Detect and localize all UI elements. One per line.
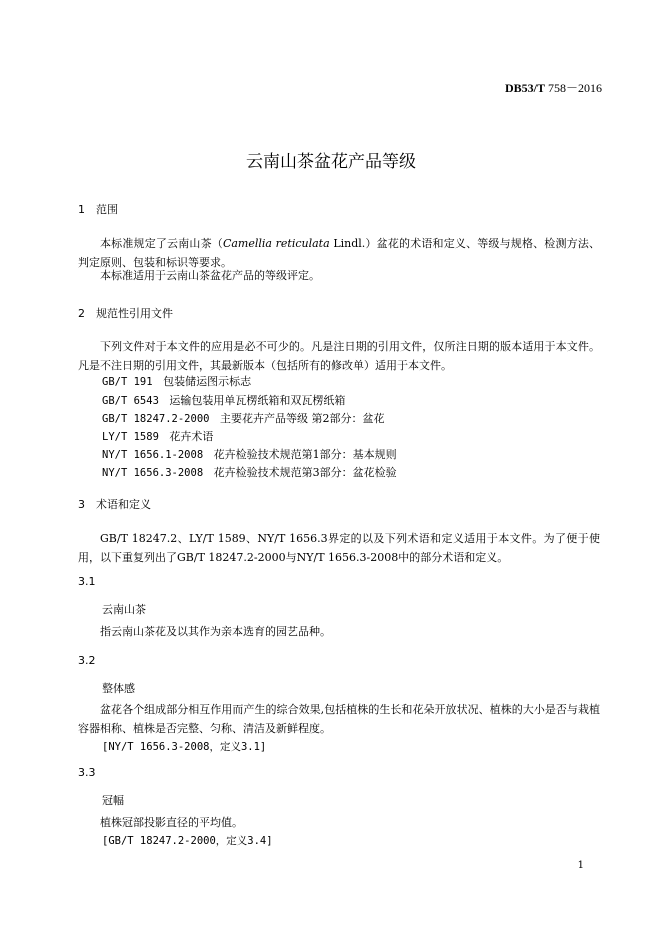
page-title: 云南山茶盆花产品等级 xyxy=(246,152,416,172)
section-1-paragraph-1: 本标准规定了云南山茶（Camellia reticulata Lindl.）盆花的术语和定义、等级与规格、检测方法、判定原则、包装和标识等要求。 xyxy=(78,237,601,269)
term-3-1-definition: 指云南山茶花及以其作为亲本选育的园艺品种。 xyxy=(100,625,331,638)
reference-item: GB/T 18247.2-2000 主要花卉产品等级 第2部分：盆花 xyxy=(102,412,385,425)
section-1-heading: 1 范围 xyxy=(78,203,118,216)
term-3-3-number: 3.3 xyxy=(78,766,96,779)
reference-item: GB/T 6543 运输包装用单瓦楞纸箱和双瓦楞纸箱 xyxy=(102,394,346,407)
reference-item: NY/T 1656.3-2008 花卉检验技术规范第3部分：盆花检验 xyxy=(102,466,397,479)
page-number: 1 xyxy=(577,860,584,871)
term-3-2-number: 3.2 xyxy=(78,654,96,667)
section-3-paragraph-1: GB/T 18247.2、LY/T 1589、NY/T 1656.3界定的以及下列术语和定义适用于本文件。为了便于使用，以下重复列出了GB/T 18247.2-2000与NY/T 1656.3-2008中的部分术语和定义。 xyxy=(78,532,600,564)
section-2-paragraph-1: 下列文件对于本文件的应用是必不可少的。凡是注日期的引用文件，仅所注日期的版本适用于本文件。凡是不注日期的引用文件，其最新版本（包括所有的修改单）适用于本文件。 xyxy=(78,340,600,372)
section-2-heading: 2 规范性引用文件 xyxy=(78,307,173,320)
reference-item: LY/T 1589 花卉术语 xyxy=(102,430,214,443)
reference-item: GB/T 191 包装储运图示标志 xyxy=(102,375,252,388)
section-1-paragraph-2: 本标准适用于云南山茶盆花产品的等级评定。 xyxy=(100,269,320,282)
section-3-heading: 3 术语和定义 xyxy=(78,498,151,511)
term-3-2-source: [NY/T 1656.3-2008，定义3.1] xyxy=(102,741,267,753)
term-3-3-name: 冠幅 xyxy=(102,794,124,807)
document-code: DB53/T 758－2016 xyxy=(504,81,602,95)
reference-item: NY/T 1656.1-2008 花卉检验技术规范第1部分：基本规则 xyxy=(102,448,397,461)
term-3-3-definition: 植株冠部投影直径的平均值。 xyxy=(100,816,243,829)
term-3-3-source: [GB/T 18247.2-2000，定义3.4] xyxy=(102,835,273,847)
term-3-1-name: 云南山茶 xyxy=(102,603,146,616)
term-3-1-number: 3.1 xyxy=(78,575,96,588)
term-3-2-name: 整体感 xyxy=(102,682,135,695)
term-3-2-definition: 盆花各个组成部分相互作用而产生的综合效果,包括植株的生长和花朵开放状况、植株的大小是否与栽植容器相称、植株是否完整、匀称、清洁及新鲜程度。 xyxy=(78,703,600,735)
